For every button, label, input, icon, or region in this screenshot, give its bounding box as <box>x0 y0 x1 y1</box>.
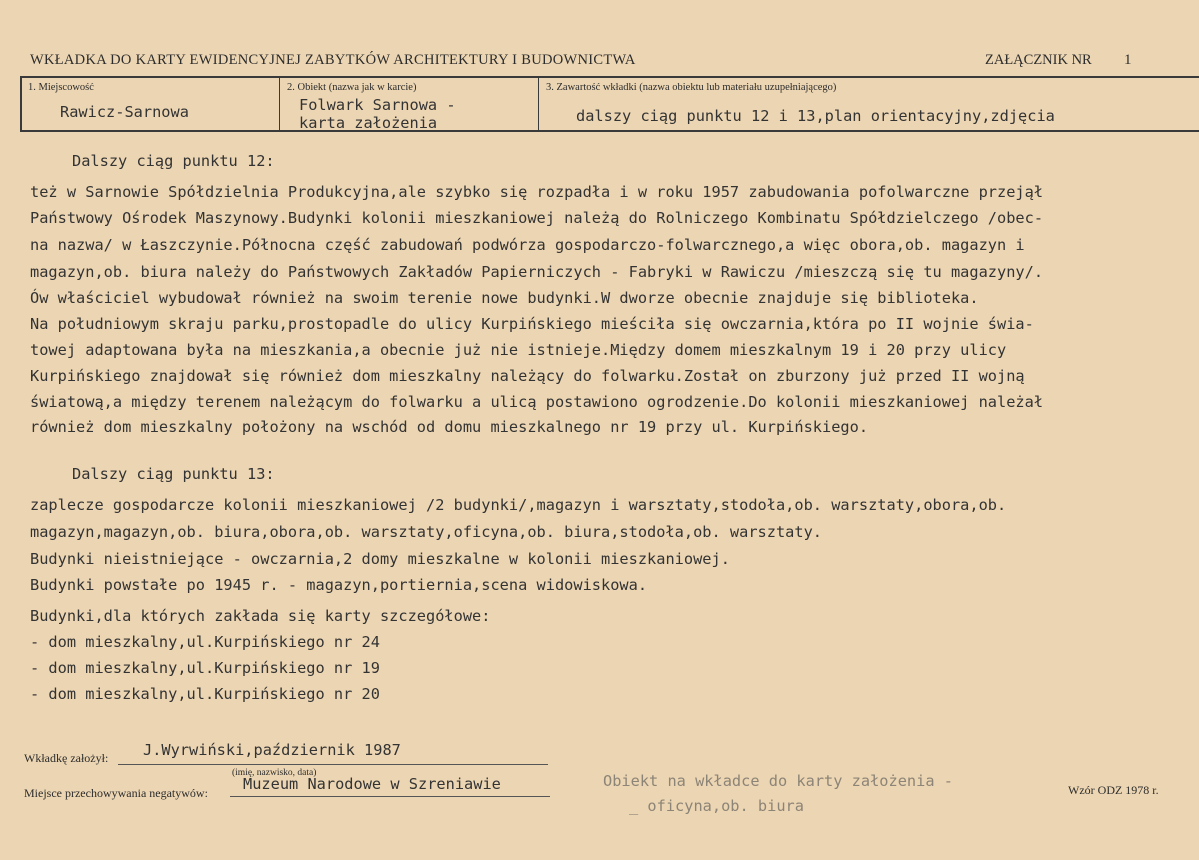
footer-note-line2: _ oficyna,ob. biura <box>629 797 804 815</box>
section-13-line: magazyn,magazyn,ob. biura,obora,ob. warsztaty,oficyna,ob. biura,stodoła,ob. warsztaty. <box>30 523 823 541</box>
founded-hint: (imię, nazwisko, data) <box>232 768 317 778</box>
founded-label: Wkładkę założył: <box>24 751 109 765</box>
section-12-line: towej adaptowana była na mieszkania,a obecnie już nie istnieje.Między domem mieszkalnym 19 i 20 przy ulicy <box>30 341 1007 359</box>
list-item: - dom mieszkalny,ul.Kurpińskiego nr 24 <box>30 633 380 651</box>
field-1-label: 1. Miejscowość <box>28 82 94 93</box>
field-2-label: 2. Obiekt (nazwa jak w karcie) <box>287 82 417 93</box>
section-12-line: Ów właściciel wybudował również na swoim terenie nowe budynki.W dworze obecnie znajduje się biblioteka. <box>30 289 979 307</box>
section-12-line: Na południowym skraju parku,prostopadle do ulicy Kurpińskiego mieściła się owczarnia,która po II wojnie świa- <box>30 315 1034 333</box>
footer-note-line1: Obiekt na wkładce do karty założenia - <box>603 772 953 790</box>
founded-underline <box>118 764 548 765</box>
section-13-line: Budynki powstałe po 1945 r. - magazyn,portiernia,scena widowiskowa. <box>30 576 648 594</box>
section-12-line: Państwowy Ośrodek Maszynowy.Budynki kolonii mieszkaniowej należą do Rolniczego Kombinatu Spółdzielczego /obec- <box>30 209 1044 227</box>
section-13-heading: Dalszy ciąg punktu 13: <box>72 465 275 483</box>
section-12-line: też w Sarnowie Spółdzielnia Produkcyjna,ale szybko się rozpadła i w roku 1957 zabudowania pofolwarczne przejął <box>30 183 1044 201</box>
form-version-label: Wzór ODZ 1978 r. <box>1068 783 1159 797</box>
top-rule <box>20 76 1199 78</box>
field-2-value-line2: karta założenia <box>299 114 438 132</box>
storage-value: Muzeum Narodowe w Szreniawie <box>243 775 501 793</box>
list-item: - dom mieszkalny,ul.Kurpińskiego nr 19 <box>30 659 380 677</box>
field-3-label: 3. Zawartość wkładki (nazwa obiektu lub materiału uzupełniającego) <box>546 82 837 93</box>
field-3-value: dalszy ciąg punktu 12 i 13,plan orientacyjny,zdjęcia <box>576 107 1055 125</box>
section-12-line: światową,a między terenem należącym do folwarku a ulicą postawiono ogrodzenie.Do kolonii mieszkaniowej należał <box>30 393 1044 411</box>
field-divider-1 <box>279 76 280 131</box>
section-13-line: zaplecze gospodarcze kolonii mieszkaniowej /2 budynki/,magazyn i warsztaty,stodoła,ob. warsztaty,obora,ob. <box>30 496 1007 514</box>
field-1-value: Rawicz-Sarnowa <box>60 103 189 121</box>
section-13-line: Budynki nieistniejące - owczarnia,2 domy mieszkalne w kolonii mieszkaniowej. <box>30 550 730 568</box>
section-12-line: magazyn,ob. biura należy do Państwowych Zakładów Papierniczych - Fabryki w Rawiczu /mieszczą się tu magazyny/. <box>30 263 1044 281</box>
section-12-heading: Dalszy ciąg punktu 12: <box>72 152 275 170</box>
section-12-line: na nazwa/ w Łaszczynie.Północna część zabudowań podwórza gospodarczo-folwarcznego,a więc obora,ob. magazyn i <box>30 236 1025 254</box>
section-12-line: Kurpińskiego znajdował się również dom mieszkalny należący do folwarku.Został on zburzony już przed II wojną <box>30 367 1025 385</box>
founded-value: J.Wyrwiński,październik 1987 <box>143 741 401 759</box>
left-border <box>20 76 22 131</box>
attachment-label: ZAŁĄCZNIK NR <box>985 52 1092 68</box>
attachment-number: 1 <box>1124 52 1132 68</box>
field-divider-2 <box>538 76 539 131</box>
storage-label: Miejsce przechowywania negatywów: <box>24 786 208 800</box>
fields-bottom-rule <box>20 130 1199 132</box>
list-heading: Budynki,dla których zakłada się karty szczegółowe: <box>30 607 491 625</box>
section-12-line: również dom mieszkalny położony na wschód od domu mieszkalnego nr 19 przy ul. Kurpińskiego. <box>30 418 869 436</box>
list-item: - dom mieszkalny,ul.Kurpińskiego nr 20 <box>30 685 380 703</box>
card-title: WKŁADKA DO KARTY EWIDENCYJNEJ ZABYTKÓW ARCHITEKTURY I BUDOWNICTWA <box>30 52 636 68</box>
storage-underline <box>230 796 550 797</box>
field-2-value-line1: Folwark Sarnowa - <box>299 96 456 114</box>
